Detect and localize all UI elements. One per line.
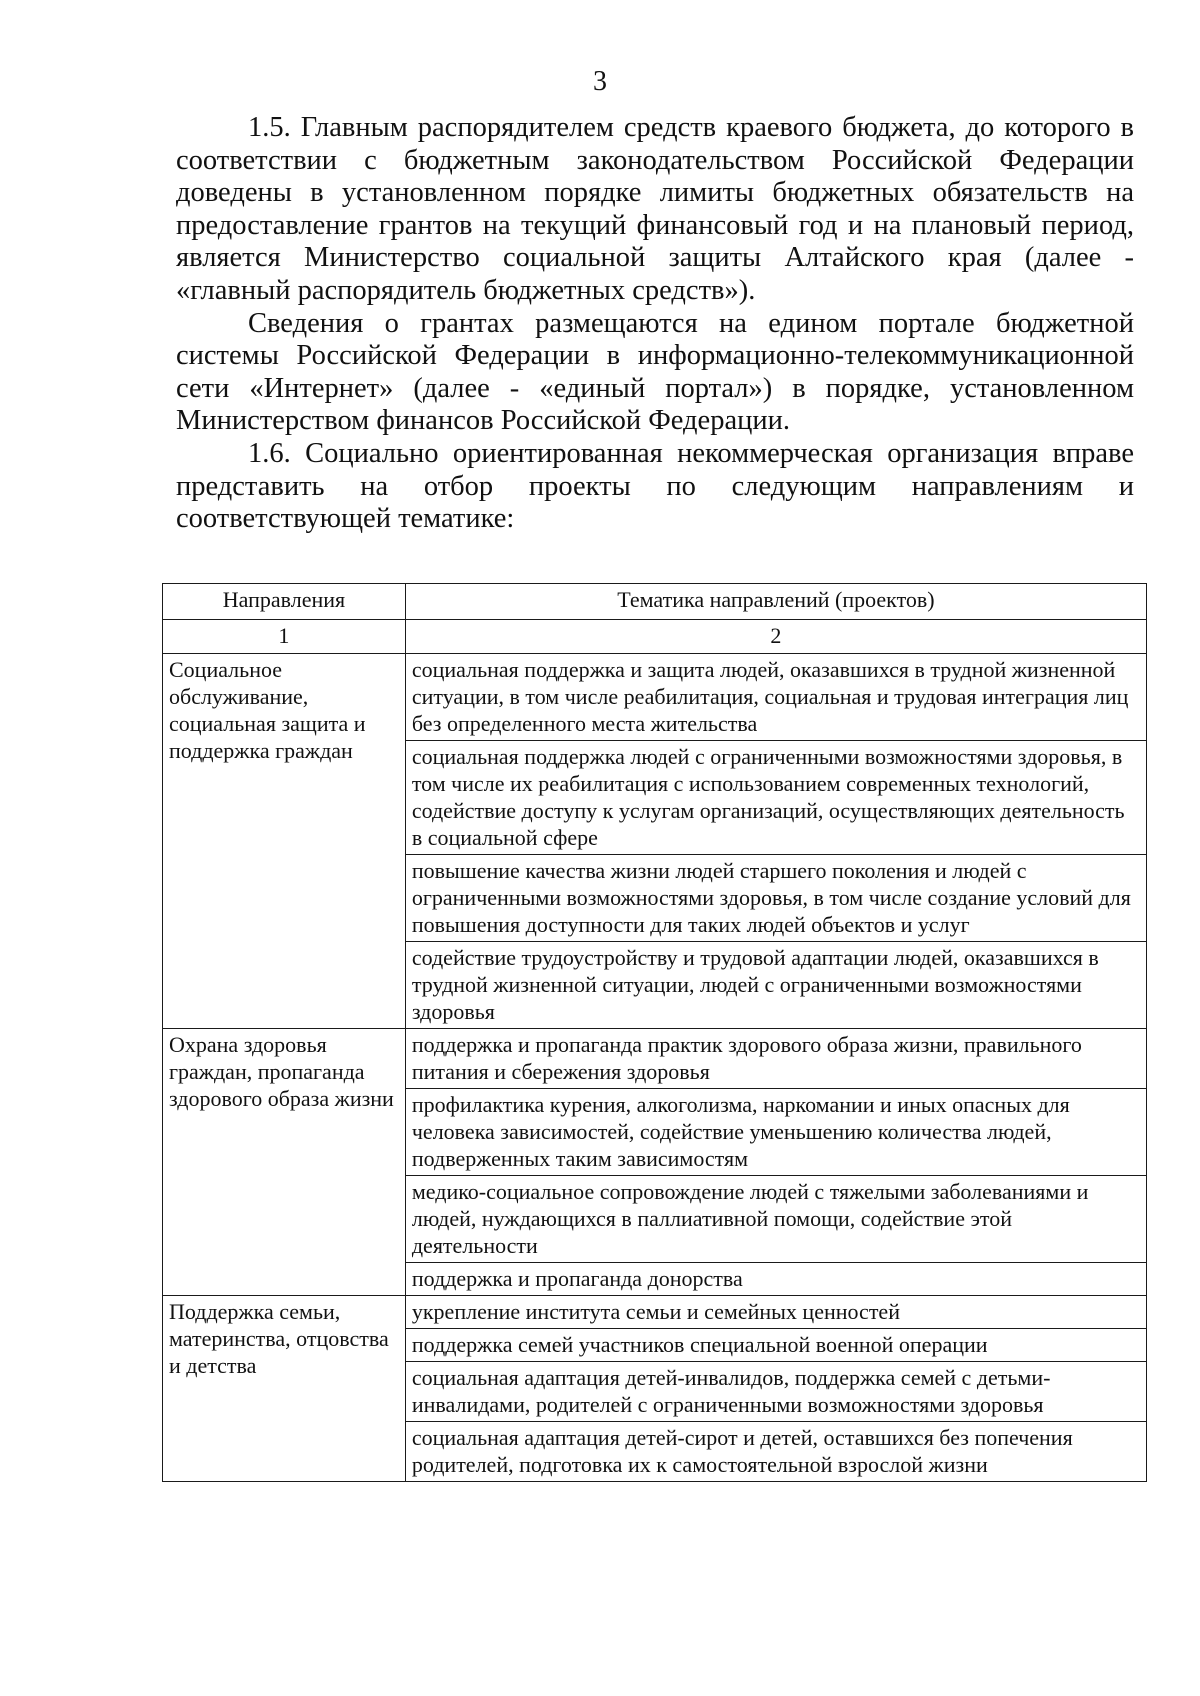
topic-cell: поддержка и пропаганда практик здорового образа жизни, правильного питания и сбережения здоровья: [405, 1029, 1146, 1089]
direction-family-support: Поддержка семьи, материнства, отцовства и детства: [163, 1296, 406, 1482]
topic-cell: поддержка и пропаганда донорства: [405, 1263, 1146, 1296]
table-header-row: [163, 584, 1147, 620]
table-row: [163, 654, 1147, 741]
table-row: [163, 1029, 1147, 1089]
page-number: 3: [593, 66, 607, 97]
table-row: [163, 1296, 1147, 1329]
topic-cell: поддержка семей участников специальной военной операции: [405, 1329, 1146, 1362]
document-body: [176, 112, 1134, 536]
direction-social-services: Социальное обслуживание, социальная защита и поддержка граждан: [163, 654, 406, 1029]
topic-cell: содействие трудоустройству и трудовой адаптации людей, оказавшихся в трудной жизненной ситуации, людей с ограниченными возможностями здоровья: [405, 942, 1146, 1029]
column-number-2: 2: [405, 620, 1146, 654]
topic-cell: медико-социальное сопровождение людей с тяжелыми заболеваниями и людей, нуждающихся в паллиативной помощи, содействие этой деятельности: [405, 1176, 1146, 1263]
directions-table: [162, 583, 1147, 1482]
paragraph-1-6: 1.6. Социально ориентированная некоммерческая организация вправе представить на отбор проекты по следующим направлениям и соответствующей тематике:: [176, 437, 1134, 535]
header-directions: Направления: [163, 584, 406, 620]
paragraph-1-5: 1.5. Главным распорядителем средств краевого бюджета, до которого в соответствии с бюджетным законодательством Российской Федерации доведены в установленном порядке лимиты бюджетных обязательств на предоставление грантов на текущий финансовый год и на плановый период, является Министерство социальной защиты Алтайского края (далее - «главный распорядитель бюджетных средств»).: [176, 112, 1134, 306]
topic-cell: социальная адаптация детей-инвалидов, поддержка семей с детьми-инвалидами, родителей с ограниченными возможностями здоровья: [405, 1362, 1146, 1422]
header-topics: Тематика направлений (проектов): [405, 584, 1146, 620]
column-number-1: 1: [163, 620, 406, 654]
column-numbers-row: [163, 620, 1147, 654]
topic-cell: укрепление института семьи и семейных ценностей: [405, 1296, 1146, 1329]
topic-cell: социальная адаптация детей-сирот и детей, оставшихся без попечения родителей, подготовка их к самостоятельной взрослой жизни: [405, 1422, 1146, 1482]
paragraph-grants-info: Сведения о грантах размещаются на едином портале бюджетной системы Российской Федерации в информационно-телекоммуникационной сети «Интернет» (далее - «единый портал») в порядке, установленном Министерством финансов Российской Федерации.: [176, 307, 1134, 437]
topic-cell: социальная поддержка людей с ограниченными возможностями здоровья, в том числе их реабилитация с использованием современных технологий, содействие доступу к услугам организаций, осуществляющих деятельность в социальной сфере: [405, 741, 1146, 855]
topic-cell: повышение качества жизни людей старшего поколения и людей с ограниченными возможностями здоровья, в том числе создание условий для повышения доступности для таких людей объектов и услуг: [405, 855, 1146, 942]
direction-health-protection: Охрана здоровья граждан, пропаганда здорового образа жизни: [163, 1029, 406, 1296]
topic-cell: профилактика курения, алкоголизма, наркомании и иных опасных для человека зависимостей, содействие уменьшению количества людей, подверженных таким зависимостям: [405, 1089, 1146, 1176]
topic-cell: социальная поддержка и защита людей, оказавшихся в трудной жизненной ситуации, в том числе реабилитация, социальная и трудовая интеграция лиц без определенного места жительства: [405, 654, 1146, 741]
